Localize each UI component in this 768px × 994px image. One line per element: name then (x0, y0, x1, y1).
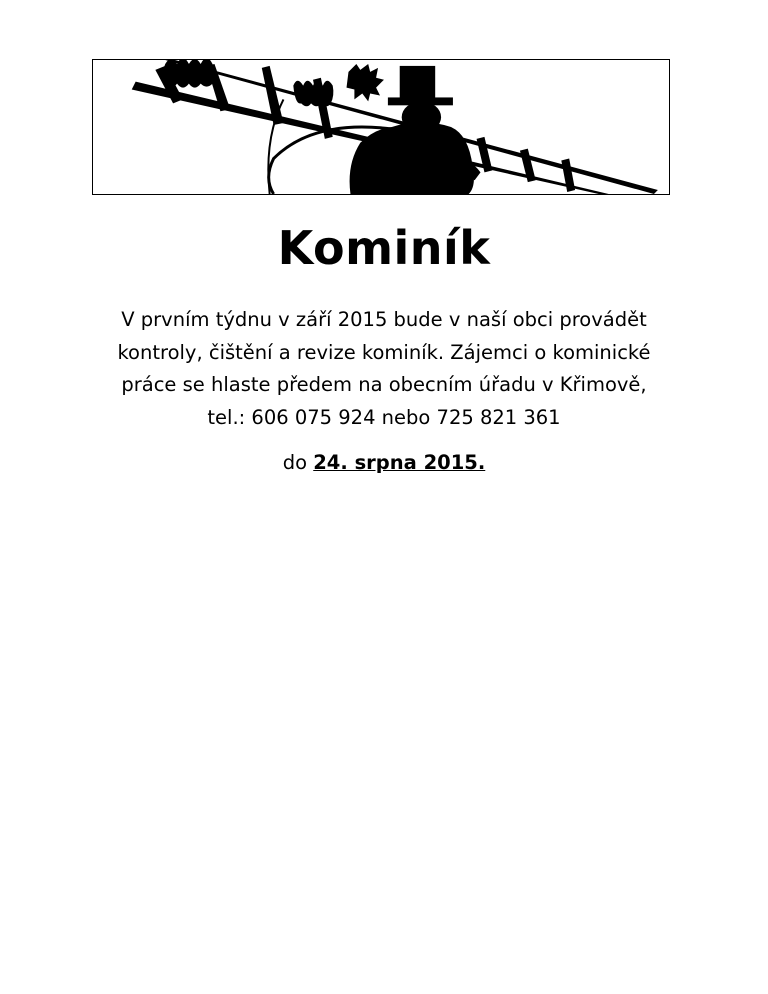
announcement-line: kontroly, čištění a revize kominík. Zájemci o kominické (117, 340, 651, 364)
deadline-text (0, 448, 768, 478)
deadline-prefix: do (282, 451, 308, 474)
deadline-date: 24. srpna 2015. (313, 451, 486, 474)
announcement-line: V prvním týdnu v září 2015 bude v naší obci provádět (121, 308, 647, 331)
page-title: Kominík (277, 221, 491, 275)
announcement-line: práce se hlaste předem na obecním úřadu v Křimově, (121, 373, 647, 396)
announcement-text (84, 304, 684, 434)
announcement-line: tel.: 606 075 924 nebo 725 821 361 (207, 405, 561, 429)
chimney-sweep-silhouette-icon (93, 60, 669, 194)
header-banner (92, 59, 670, 195)
